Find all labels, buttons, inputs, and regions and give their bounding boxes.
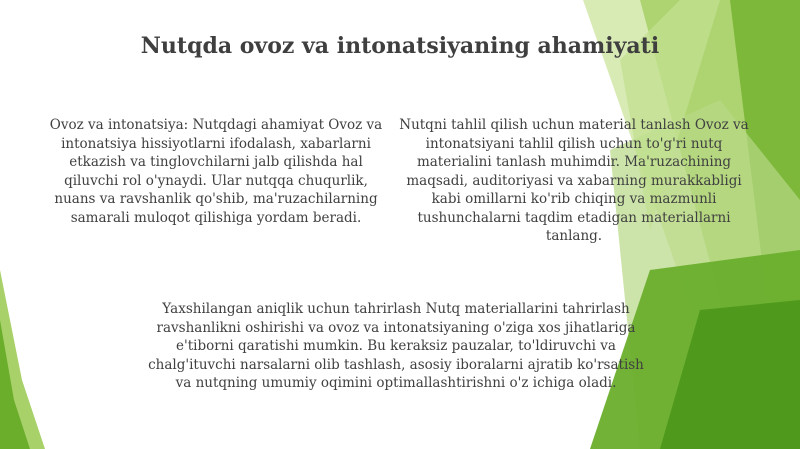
text-block-editing-clarity: Yaxshilangan aniqlik uchun tahrirlash Nutq materiallarini tahrirlash ravshanlikni oshirishi va ovoz va intonatsiyaning o'ziga xos jihatlariga e'tiborni qaratishi mumkin. Bu keraksiz pauzalar, to'ldiruvchi va chalg'ituvchi narsalarni olib tashlash, asosiy iboralarni ajratib ko'rsatish va nutqning umumiy oqimini optimallashtirishni o'z ichiga oladi.: [148, 301, 644, 391]
text-block-voice-intonation: Ovoz va intonatsiya: Nutqdagi ahamiyat Ovoz va intonatsiya hissiyotlarni ifodalash, xabarlarni etkazish va tinglovchilarni jalb qilishda hal qiluvchi rol o'ynaydi. Ular nutqqa chuqurlik, nuans va ravshanlik qo'shib, ma'ruzachilarning samarali muloqot qilishiga yordam beradi.: [49, 117, 383, 226]
slide-title: Nutqda ovoz va intonatsiyaning ahamiyati: [140, 33, 660, 59]
text-block-material-selection: Nutqni tahlil qilish uchun material tanlash Ovoz va intonatsiyani tahlil qilish uchun to'g'ri nutq materialini tanlash muhimdir. Ma'ruzachining maqsadi, auditoriyasi va xabarning murakkabligi kabi omillarni ko'rib chiqing va mazmunli tushunchalarni taqdim etadigan materiallarni tanlang.: [399, 117, 749, 244]
